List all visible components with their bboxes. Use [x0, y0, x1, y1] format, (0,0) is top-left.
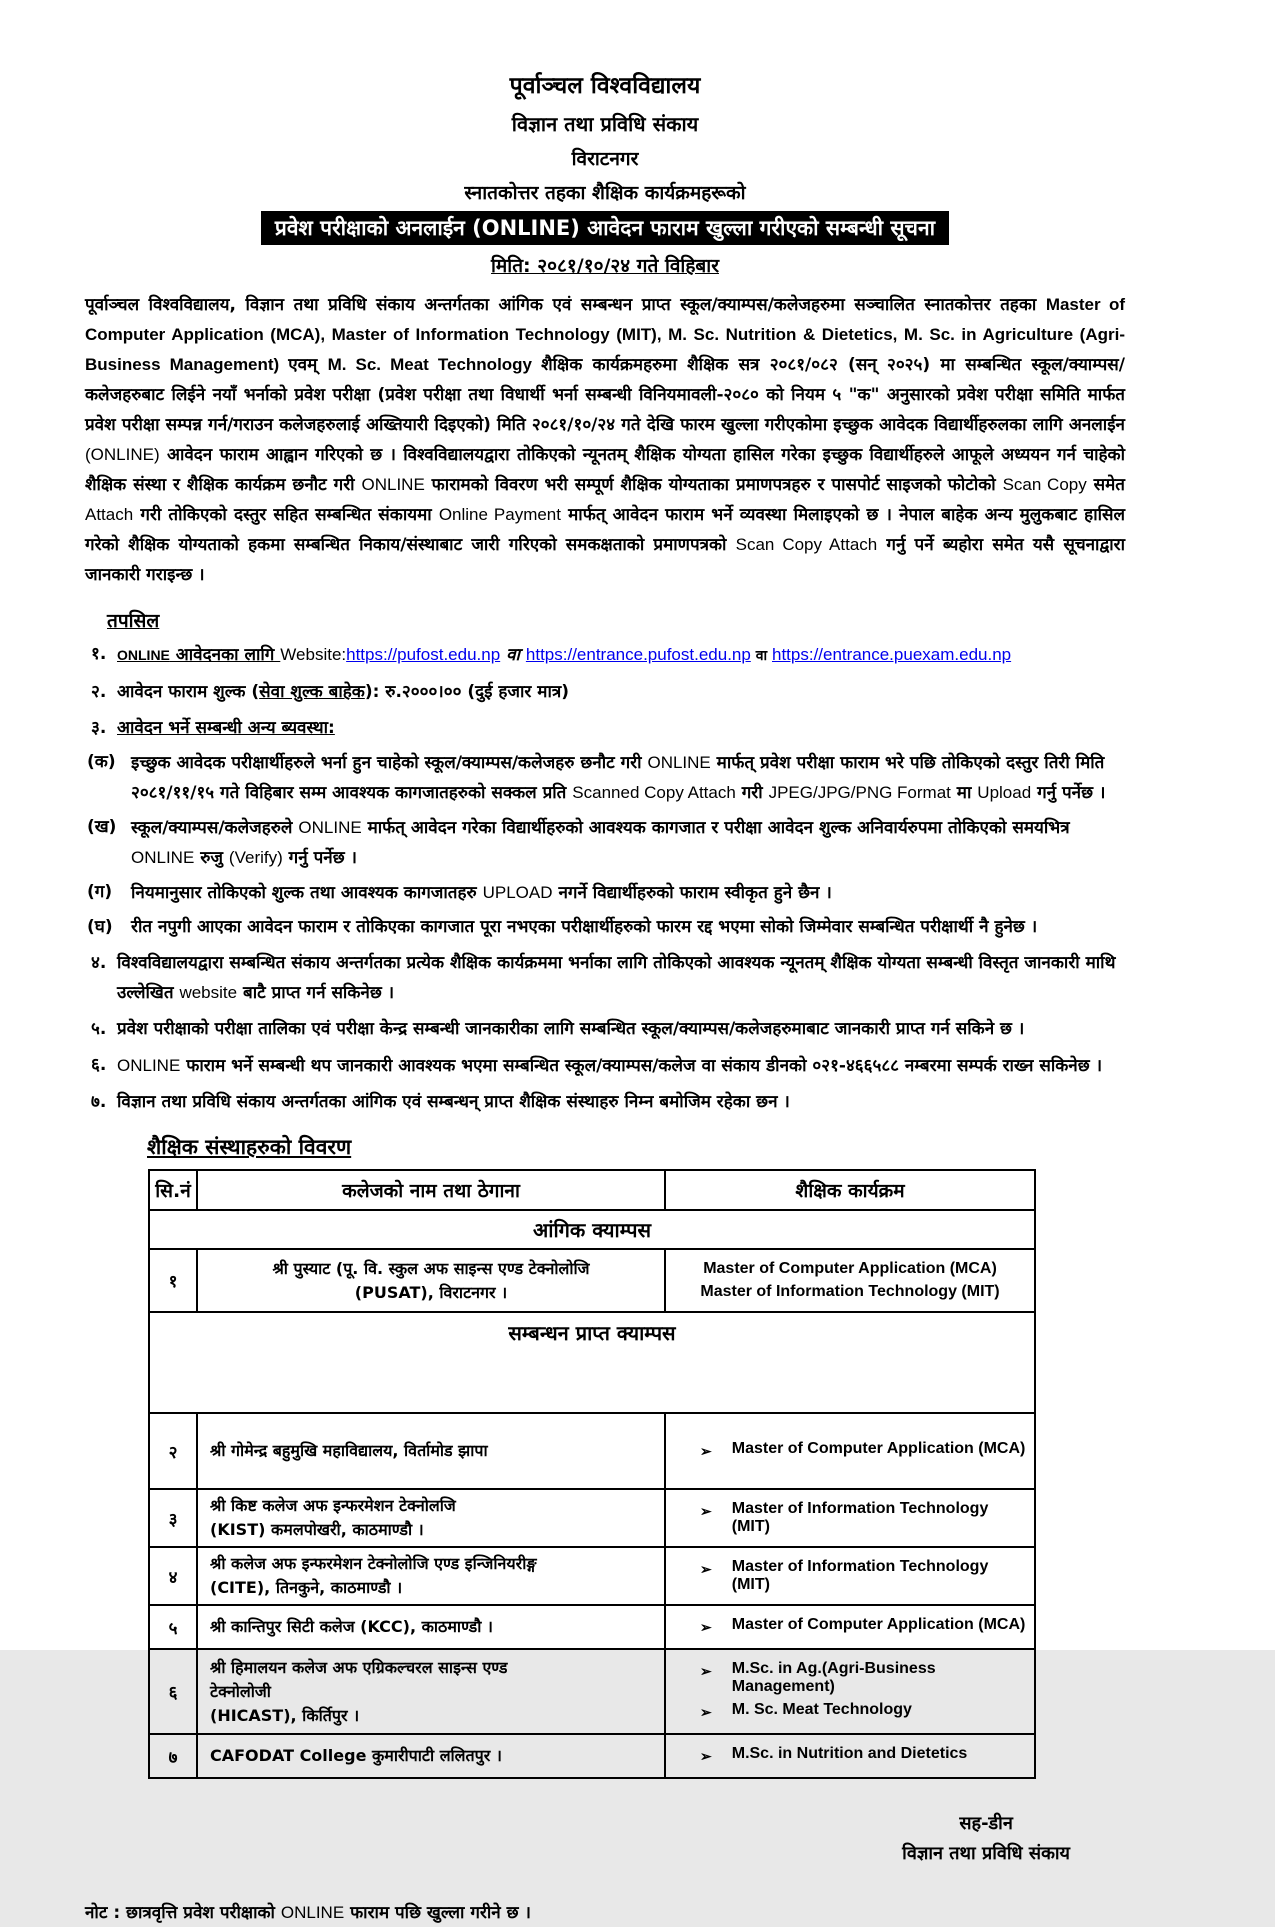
- table-row: [149, 1734, 1035, 1778]
- program-name: Master of Information Technology (MIT): [700, 1283, 1000, 1300]
- text-segment: बाटै प्राप्त गर्न सकिनेछ ।: [237, 983, 395, 1003]
- text-segment: Scan Copy: [1002, 475, 1087, 494]
- signature-title: सह-डीन: [959, 1813, 1013, 1834]
- text-segment: आवेदनका लागि: [169, 645, 281, 665]
- college-name-cell: [197, 1734, 665, 1778]
- list-subitem: [85, 878, 1125, 908]
- college-name-cell: [197, 1547, 665, 1605]
- list-item: [85, 949, 1125, 1008]
- serial-number-cell: २: [149, 1413, 197, 1489]
- programs-cell: [665, 1734, 1035, 1778]
- list-item: [85, 640, 1125, 671]
- college-name-cell: [197, 1413, 665, 1489]
- item-text: [117, 1019, 1024, 1039]
- program-name: Master of Computer Application (MCA): [731, 1616, 1026, 1633]
- text-segment: गर्नु पर्नेछ ।: [282, 848, 357, 868]
- signature-block: [902, 1809, 1070, 1869]
- subitem-number: (क): [87, 752, 116, 772]
- arrow-bullet-icon: ➢: [700, 1748, 712, 1764]
- program-name: M.Sc. in Ag.(Agri-Business Management): [731, 1660, 936, 1695]
- text-segment: गर्नु पर्ने ब्यहोरा समेत यसै सूचनाद्वारा जानकारी गराइन्छ ।: [85, 535, 1125, 585]
- table-row: [149, 1649, 1035, 1734]
- item-number: ७.: [91, 1092, 107, 1112]
- website-link[interactable]: https://entrance.pufost.edu.np: [525, 645, 751, 664]
- programs-cell: [665, 1605, 1035, 1649]
- arrow-bullet-icon: ➢: [700, 1503, 712, 1519]
- notice-title-bar: प्रवेश परीक्षाको अनलाईन (ONLINE) आवेदन फाराम खुल्ला गरीएको सम्बन्धी सूचना: [261, 211, 949, 245]
- notice-header: [85, 68, 1125, 278]
- subitem-number: (घ): [87, 917, 113, 937]
- item-number: १.: [91, 644, 107, 664]
- text-segment: ONLINE: [361, 475, 425, 494]
- text-segment: एवम्: [288, 355, 328, 375]
- text-segment: (ONLINE): [85, 445, 160, 464]
- subitem-number: (ग): [87, 882, 113, 902]
- notice-items: [85, 640, 1125, 1117]
- program-entry: [674, 1745, 1026, 1767]
- arrow-bullet-icon: ➢: [700, 1443, 712, 1459]
- website-link[interactable]: https://pufost.edu.np: [346, 645, 501, 664]
- program-entry: [674, 1500, 1026, 1536]
- item-text: [117, 718, 335, 738]
- text-segment: विज्ञान तथा प्रविधि संकाय अन्तर्गतका आंगिक एवं सम्बन्धन् प्राप्त शैक्षिक संस्थाहरु निम्न बमोजिम रहेका छन ।: [117, 1092, 790, 1112]
- item-number: ५.: [91, 1019, 107, 1039]
- text-segment: website: [179, 983, 238, 1002]
- text-segment: Online Payment: [438, 505, 561, 524]
- list-item: [85, 1051, 1125, 1081]
- college-name-line: श्री कान्तिपुर सिटी कलेज (KCC), काठमाण्डौ ।: [210, 1617, 494, 1636]
- text-segment: ONLINE: [131, 848, 195, 867]
- text-segment: गर्नु पर्नेछ ।: [1031, 783, 1106, 803]
- text-segment: गरी: [735, 783, 769, 803]
- text-segment: सेवा शुल्क बाहेक: [259, 682, 365, 702]
- college-name-line: श्री कलेज अफ इन्फरमेशन टेक्नोलोजि एण्ड इन्जिनियरीङ्ग: [210, 1554, 537, 1573]
- table-row: [149, 1249, 1035, 1312]
- notice-date: मिति: २०८१/१०/२४ गते विहिबार: [491, 255, 719, 277]
- text-segment: नियमानुसार तोकिएको शुल्क तथा आवश्यक कागजातहरु: [131, 883, 483, 903]
- college-name-line: श्री हिमालयन कलेज अफ एग्रिकल्चरल साइन्स एण्ड: [210, 1657, 508, 1677]
- text-segment: प्रवेश परीक्षाको परीक्षा तालिका एवं परीक्षा केन्द्र सम्बन्धी जानकारीका लागि सम्बन्धित स्कूल/क्याम्पस/कलेजहरुमाबाट जानकारी प्राप्त गर्न सकिने छ ।: [117, 1019, 1025, 1039]
- text-segment: Master of Computer Application (MCA), Master of Information Technology (MIT), M. Sc. Nutrition & Dietetics, M. Sc. in Agriculture (Agri-Business Management): [85, 295, 1125, 374]
- item-number: २.: [91, 682, 107, 702]
- text-segment: ): रु.२०००।०० (दुई हजार मात्र): [364, 682, 570, 702]
- item-number: ४.: [91, 953, 107, 973]
- program-entry: [674, 1616, 1026, 1638]
- subitem-text: [131, 883, 832, 903]
- serial-number-cell: ७: [149, 1734, 197, 1778]
- text-segment: ONLINE: [647, 753, 711, 772]
- text-segment: वा: [500, 645, 526, 665]
- college-name-cell: [197, 1249, 665, 1312]
- text-segment: JPEG/JPG/PNG Format: [768, 783, 951, 802]
- text-segment: विश्वविद्यालयद्वारा सम्बन्धित संकाय अन्तर्गतका प्रत्येक शैक्षिक कार्यक्रममा भर्नाका लागि तोकिएको आवश्यक न्यूनतम् शैक्षिक योग्यता सम्बन्धी विस्तृत जानकारी माथि उल्लेखित: [117, 953, 1116, 1003]
- table-row: [149, 1413, 1035, 1489]
- college-name-cell: [197, 1649, 665, 1734]
- text-segment: मार्फत् आवेदन फाराम भर्ने व्यवस्था मिलाइएको छ । नेपाल बाहेक अन्य मुलुकबाट हासिल गरेको शैक्षिक योग्यताको हकमा सम्बन्धित निकाय/संस्थाबाट जारी गरिएको समकक्षताको प्रमाणपत्रको: [85, 505, 1126, 555]
- table-header-row: [149, 1170, 1035, 1210]
- college-name-line: (KIST) कमलपोखरी, काठमाण्डौ ।: [210, 1520, 424, 1539]
- header-serial-number: सि.नं: [149, 1170, 197, 1210]
- text-segment: फाराम भर्ने सम्बन्धी थप जानकारी आवश्यक भएमा सम्बन्धित स्कूल/क्याम्पस/कलेज वा संकाय डीनको ०२१-४६६५८८ नम्बरमा सम्पर्क राख्न सकिनेछ ।: [180, 1056, 1103, 1076]
- subitem-text: [131, 818, 1070, 868]
- program-entry: [674, 1660, 1026, 1696]
- table-section-row: [149, 1312, 1035, 1413]
- program-entry: [674, 1558, 1026, 1594]
- serial-number-cell: ३: [149, 1489, 197, 1547]
- arrow-bullet-icon: ➢: [700, 1704, 712, 1720]
- item-text: [117, 682, 569, 702]
- text-segment: ONLINE: [117, 647, 170, 663]
- text-segment: इच्छुक आवेदक परीक्षार्थीहरुले भर्ना हुन चाहेको स्कूल/क्याम्पस/कलेजहरु छनौट गरी: [131, 753, 648, 773]
- text-segment: वा: [750, 648, 772, 664]
- college-name-line: (PUSAT), विराटनगर ।: [354, 1282, 508, 1302]
- text-segment: समेत: [1086, 475, 1125, 495]
- college-name-line: श्री पुस्याट (पू. वि. स्कुल अफ साइन्स एण्ड टेक्नोलोजि: [272, 1258, 590, 1278]
- list-item: [85, 1015, 1125, 1044]
- text-segment: मा: [950, 783, 978, 803]
- item-number: ३.: [91, 718, 107, 738]
- text-segment: शैक्षिक कार्यक्रमहरुमा शैक्षिक सत्र २०८१/०८२ (सन् २०२५) मा सम्बन्धित स्कूल/क्याम्पस/कलेजहरुबाट लिईने नयाँ भर्नाको प्रवेश परीक्षा (प्रवेश परीक्षा तथा विधार्थी भर्ना सम्बन्धी विनियमावली-२०८० को नियम ५ "क" अनुसारको प्रवेश परीक्षा समिति मार्फत प्रवेश परीक्षा सम्पन्न गर्न/गराउन कलेजहरुलाई अख्तियारी दिइएको) मिति २०८१/१०/२४ गते देखि फारम खुल्ला गरीएकोमा इच्छुक आवेदक विद्यार्थीहरुलका लागि अनलाईन: [85, 355, 1125, 435]
- college-name-line: (HICAST), किर्तिपुर ।: [210, 1705, 360, 1725]
- text-segment: ONLINE: [298, 818, 362, 837]
- text-segment: फारामको विवरण भरी सम्पूर्ण शैक्षिक योग्यताका प्रमाणपत्रहरु र पासपोर्ट साइजको फोटोको: [424, 475, 1003, 495]
- serial-number-cell: ४: [149, 1547, 197, 1605]
- list-subitem: [85, 813, 1125, 873]
- text-segment: Scan Copy Attach: [735, 535, 878, 554]
- arrow-bullet-icon: ➢: [700, 1663, 712, 1679]
- item-number: ६.: [91, 1055, 107, 1075]
- text-segment: फाराम पछि खुल्ला गरीने छ ।: [344, 1903, 531, 1923]
- table-row: [149, 1605, 1035, 1649]
- institutions-table: [148, 1169, 1036, 1779]
- college-name-line: श्री गोमेन्द्र बहुमुखि महाविद्यालय, विर्तामोड झापा: [210, 1441, 488, 1460]
- college-name-cell: [197, 1605, 665, 1649]
- text-segment: Scanned Copy Attach: [572, 783, 736, 802]
- section-label: सम्बन्धन प्राप्त क्याम्पस: [149, 1312, 1035, 1413]
- footer-note: [85, 1899, 1125, 1927]
- intro-paragraph: [85, 290, 1125, 590]
- text-segment: Upload: [977, 783, 1032, 802]
- section-label: आंगिक क्याम्पस: [149, 1210, 1035, 1249]
- program-name: M.Sc. in Nutrition and Dietetics: [731, 1745, 968, 1762]
- item-text: [117, 1056, 1102, 1076]
- programs-cell: [665, 1547, 1035, 1605]
- list-subitem: [85, 748, 1125, 808]
- text-segment: पूर्वाञ्चल विश्वविद्यालय, विज्ञान तथा प्रविधि संकाय अन्तर्गतका आंगिक एवं सम्बन्धन प्राप्त स्कूल/क्याम्पस/कलेजहरुमा सञ्चालित स्नातकोत्तर तहका: [85, 295, 1046, 315]
- subitem-number: (ख): [87, 817, 117, 837]
- program-entry: [674, 1283, 1026, 1301]
- program-name: Master of Computer Application (MCA): [703, 1260, 997, 1277]
- text-segment: नोट :: [85, 1903, 127, 1923]
- text-segment: आवेदन फाराम आह्वान गरिएको छ । विश्वविद्यालयद्वारा तोकिएको न्यूनतम् शैक्षिक योग्यता हासिल गरेका इच्छुक विद्यार्थीहरुले आफूले अध्ययन गर्न चाहेको शैक्षिक संस्था र शैक्षिक कार्यक्रम छनौट गरी: [85, 445, 1125, 495]
- text-segment: आवेदन फाराम शुल्क (: [117, 682, 260, 702]
- college-name-line: टेक्नोलोजी: [210, 1681, 271, 1701]
- text-segment: Attach: [85, 505, 134, 524]
- item-text: [117, 1092, 790, 1112]
- serial-number-cell: १: [149, 1249, 197, 1312]
- program-level-line: स्नातकोत्तर तहका शैक्षिक कार्यक्रमहरूको: [464, 182, 746, 204]
- list-item: [85, 1088, 1125, 1117]
- text-segment: छात्रवृत्ति प्रवेश परीक्षाको: [126, 1903, 281, 1923]
- serial-number-cell: ५: [149, 1605, 197, 1649]
- programs-cell: [665, 1649, 1035, 1734]
- text-segment: (Verify): [228, 848, 283, 867]
- text-segment: आवेदन भर्ने सम्बन्धी अन्य ब्यवस्था:: [117, 718, 335, 738]
- program-entry: [674, 1701, 1026, 1723]
- table-row: [149, 1489, 1035, 1547]
- university-name: पूर्वाञ्चल विश्वविद्यालय: [509, 73, 701, 99]
- program-name: Master of Information Technology (MIT): [731, 1500, 989, 1535]
- program-name: M. Sc. Meat Technology: [731, 1701, 912, 1718]
- college-name-cell: [197, 1489, 665, 1547]
- faculty-name: विज्ञान तथा प्रविधि संकाय: [511, 112, 699, 136]
- program-entry: [674, 1440, 1026, 1462]
- list-item: [85, 678, 1125, 707]
- website-link[interactable]: https://entrance.puexam.edu.np: [772, 645, 1012, 664]
- city-name: विराटनगर: [571, 148, 639, 170]
- item-text: [117, 953, 1115, 1003]
- text-segment: UPLOAD: [482, 883, 553, 902]
- table-row: [149, 1547, 1035, 1605]
- arrow-bullet-icon: ➢: [700, 1561, 712, 1577]
- subitem-text: [131, 753, 1105, 803]
- college-name-line: श्री किष्ट कलेज अफ इन्फरमेशन टेक्नोलजि: [210, 1496, 456, 1515]
- programs-cell: [665, 1413, 1035, 1489]
- serial-number-cell: ६: [149, 1649, 197, 1734]
- table-title: शैक्षिक संस्थाहरुको विवरण: [147, 1135, 352, 1159]
- text-segment: रीत नपुगी आएका आवेदन फाराम र तोकिएका कागजात पूरा नभएका परीक्षार्थीहरुको फारम रद्द भएमा सोको जिम्मेवार सम्बन्धित परीक्षार्थी नै हुनेछ ।: [131, 917, 1038, 937]
- text-segment: स्कूल/क्याम्पस/कलेजहरुले: [131, 818, 299, 838]
- program-name: Master of Information Technology (MIT): [731, 1558, 989, 1593]
- subitem-text: [131, 917, 1037, 937]
- list-subitem: [85, 913, 1125, 942]
- college-name-line: CAFODAT College कुमारीपाटी ललितपुर ।: [210, 1746, 502, 1765]
- program-entry: [674, 1260, 1026, 1278]
- list-item: [85, 714, 1125, 743]
- item-text: [117, 645, 1011, 665]
- header-programs: शैक्षिक कार्यक्रम: [665, 1170, 1035, 1210]
- college-name-line: (CITE), तिनकुने, काठमाण्डौ ।: [210, 1578, 403, 1597]
- text-segment: गरी तोकिएको दस्तुर सहित सम्बन्धित संकायमा: [133, 505, 439, 525]
- header-college-name: कलेजको नाम तथा ठेगाना: [197, 1170, 665, 1210]
- text-segment: M. Sc. Meat Technology: [327, 355, 542, 374]
- text-segment: ONLINE: [280, 1903, 345, 1922]
- programs-cell: [665, 1489, 1035, 1547]
- arrow-bullet-icon: ➢: [700, 1619, 712, 1635]
- text-segment: Website:: [280, 645, 347, 664]
- programs-cell: [665, 1249, 1035, 1312]
- text-segment: रुजु: [194, 848, 229, 868]
- table-section-row: [149, 1210, 1035, 1249]
- text-segment: मार्फत् आवेदन गरेका विद्यार्थीहरुको आवश्यक कागजात र परीक्षा आवेदन शुल्क अनिवार्यरुपमा तोकिएको समयभित्र: [361, 818, 1070, 838]
- text-segment: ONLINE: [117, 1056, 181, 1075]
- text-segment: मार्फत् प्रवेश परीक्षा फाराम भरे पछि तोकिएको दस्तुर तिरी मिति २०८१/११/१५ गते विहिबार सम्म आवश्यक कागजातहरुको सक्कल प्रति: [131, 753, 1105, 803]
- tapasil-heading: तपसिल: [107, 610, 160, 632]
- program-name: Master of Computer Application (MCA): [731, 1440, 1026, 1457]
- text-segment: नगर्ने विद्यार्थीहरुको फाराम स्वीकृत हुने छैन ।: [552, 883, 832, 903]
- signature-faculty: विज्ञान तथा प्रविधि संकाय: [902, 1843, 1070, 1864]
